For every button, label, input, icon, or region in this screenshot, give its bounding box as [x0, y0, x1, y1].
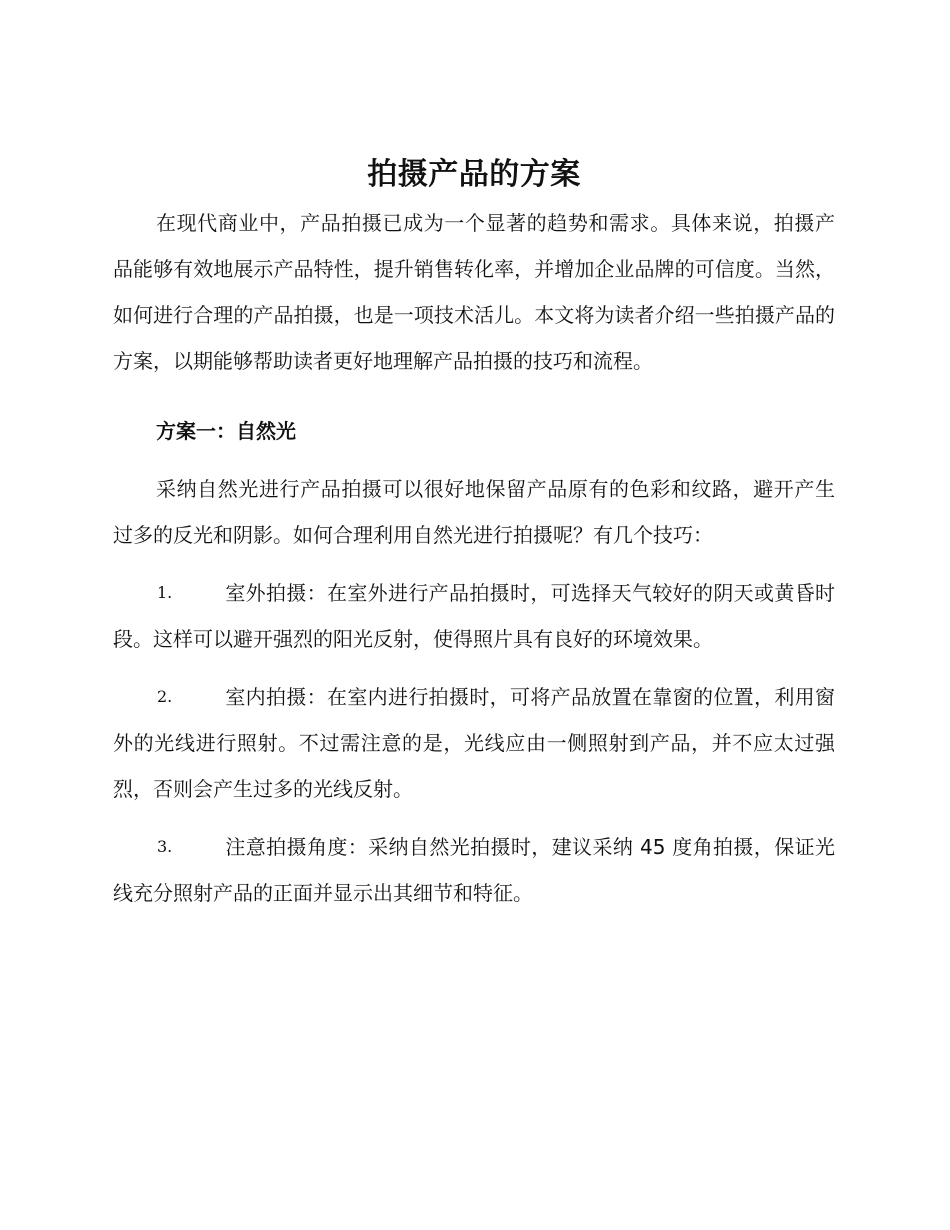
document-title: 拍摄产品的方案: [367, 157, 581, 192]
technique-list: [113, 570, 835, 916]
list-text: 室外拍摄：在室外进行产品拍摄时，可选择天气较好的阴天或黄昏时段。这样可以避开强烈的阳光反射，使得照片具有良好的环境效果。: [113, 581, 835, 651]
list-number: 1.: [157, 583, 173, 602]
list-number: 3.: [157, 837, 173, 856]
list-item-angle: [113, 824, 835, 916]
intro-paragraph: 在现代商业中，产品拍摄已成为一个显著的趋势和需求。具体来说，拍摄产品能够有效地展示产品特性，提升销售转化率，并增加企业品牌的可信度。当然，如何进行合理的产品拍摄，也是一项技术活儿。本文将为读者介绍一些拍摄产品的方案，以期能够帮助读者更好地理解产品拍摄的技巧和流程。: [113, 211, 835, 373]
list-text: 室内拍摄：在室内进行拍摄时，可将产品放置在靠窗的位置，利用窗外的光线进行照射。不过需注意的是，光线应由一侧照射到产品，并不应太过强烈，否则会产生过多的光线反射。: [113, 685, 835, 801]
list-item-outdoor: [113, 570, 835, 662]
list-item-indoor: [113, 674, 835, 812]
document-content: [113, 150, 835, 916]
section-heading-natural-light: 方案一：自然光: [156, 419, 296, 443]
section-intro-paragraph: 采纳自然光进行产品拍摄可以很好地保留产品原有的色彩和纹路，避开产生过多的反光和阴影。如何合理利用自然光进行拍摄呢？有几个技巧：: [113, 477, 835, 547]
list-number: 2.: [157, 687, 173, 706]
list-text: 注意拍摄角度：采纳自然光拍摄时，建议采纳 45 度角拍摄，保证光线充分照射产品的正面并显示出其细节和特征。: [113, 835, 835, 905]
